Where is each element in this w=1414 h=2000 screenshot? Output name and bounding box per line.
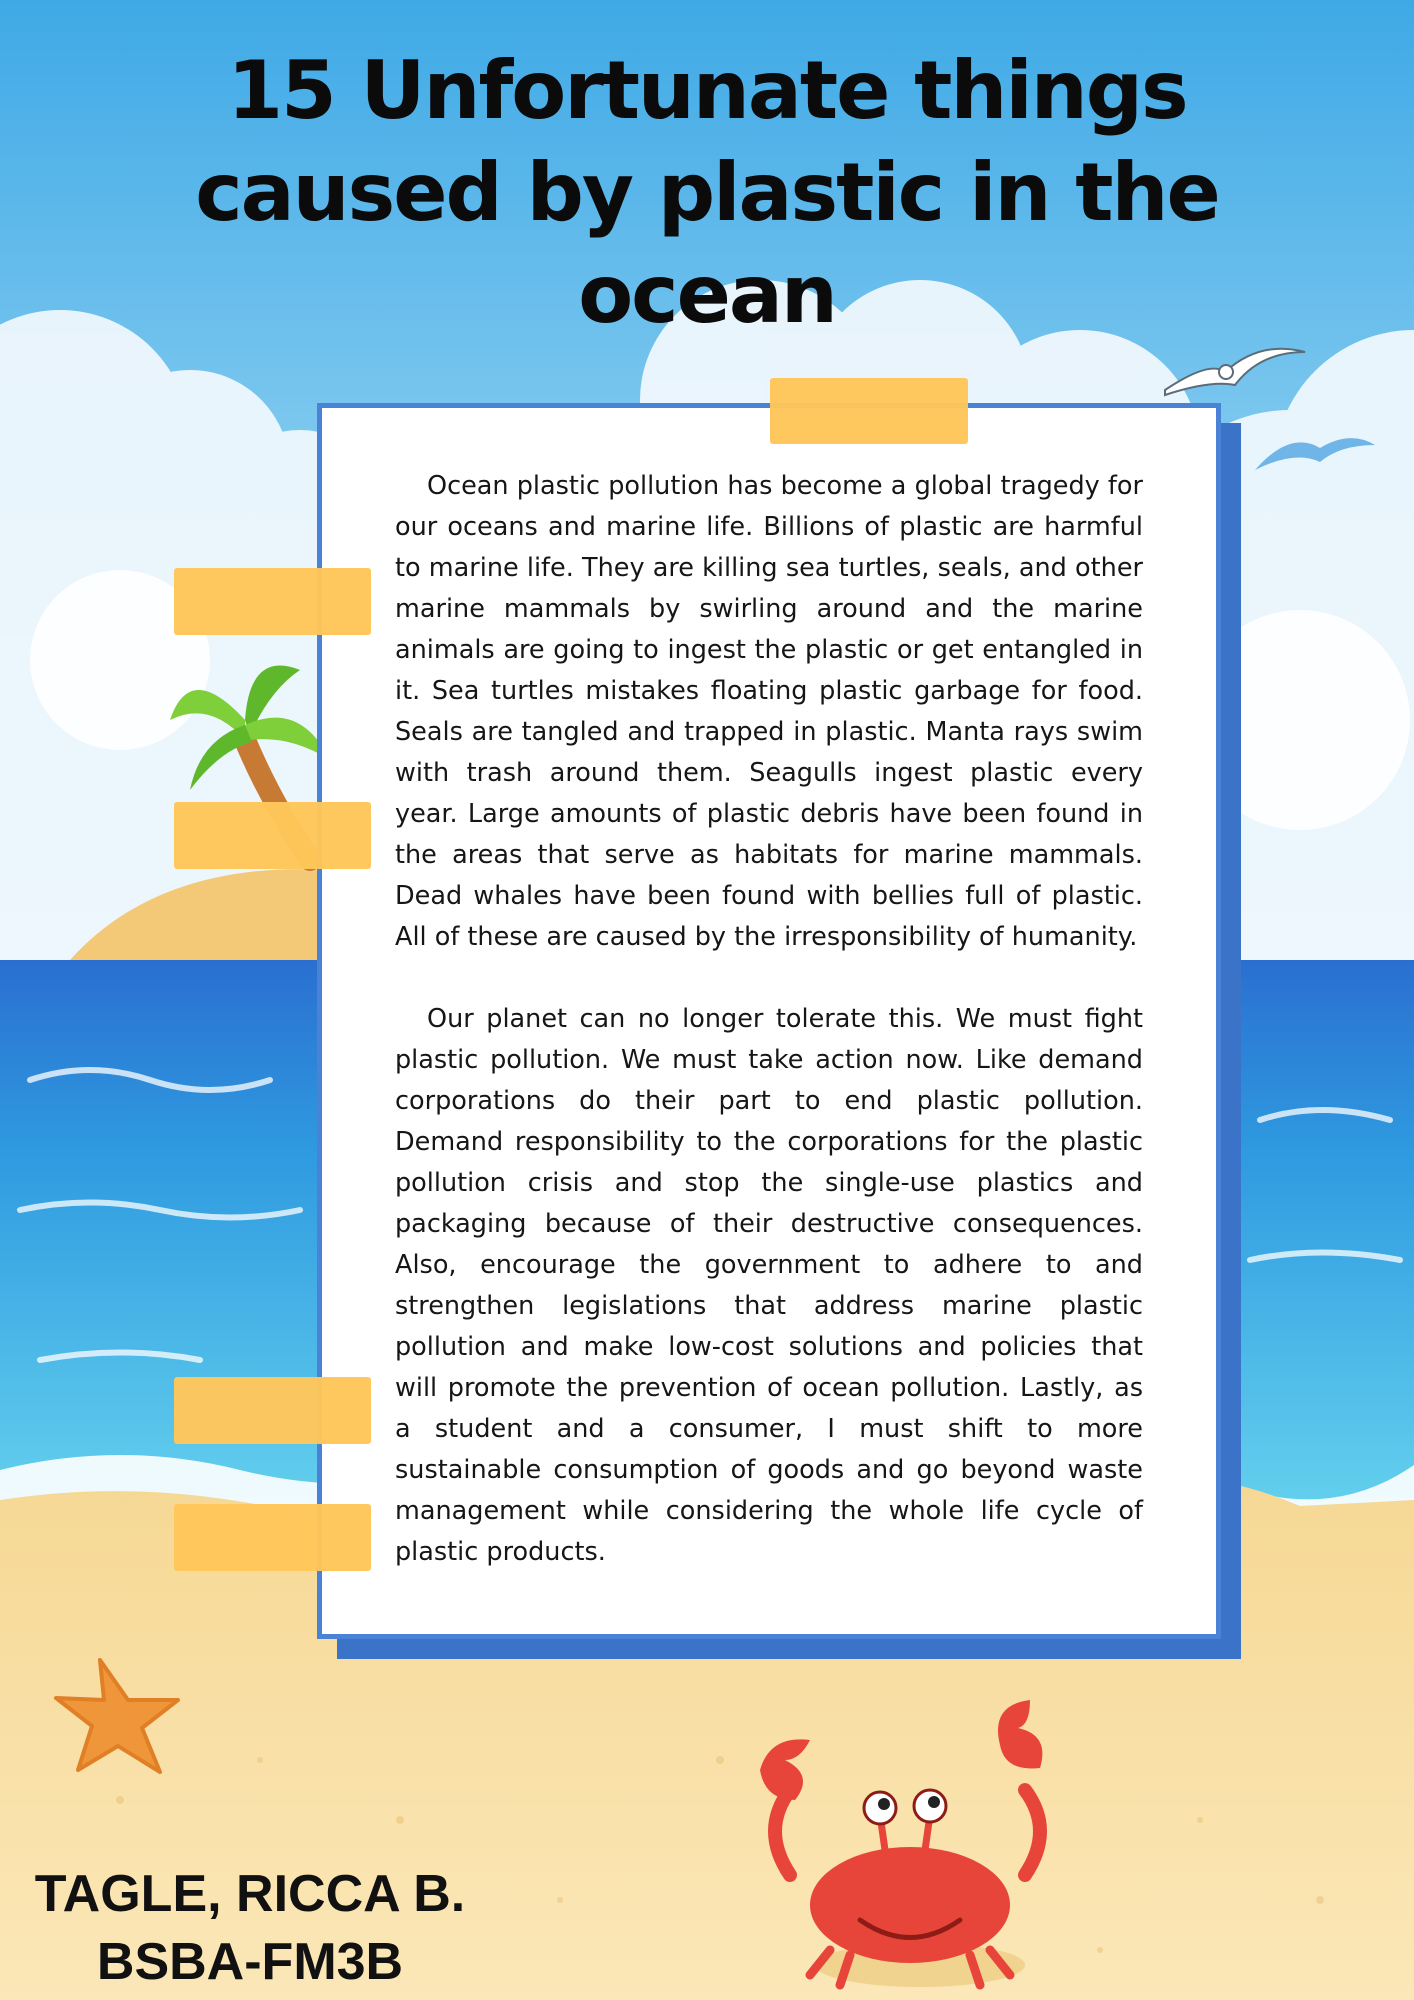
author-name: TAGLE, RICCA B. [34,1865,466,1923]
tape-top [770,378,968,444]
poster-title: 15 Unfortunate things caused by plastic in the ocean [195,44,1219,341]
tape-left-4 [174,1504,371,1571]
paragraph-2: Our planet can no longer tolerate this. We must fight plastic pollution. We must take action now. Like demand corporations do their part to end plastic pollution. Demand responsibility to the corporations for the plastic pollution crisis and stop the single-use plastics and packaging because of their destructive consequences. Also, encourage the government to adhere to and strengthen legislations that address marine plastic pollution and make low-cost solutions and policies that will promote the prevention of ocean pollution. Lastly, as a student and a consumer, I must shift to more sustainable consumption of goods and go beyond waste management while considering the whole life cycle of plastic products. [395,1004,1143,1567]
author-section: BSBA-FM3B [96,1933,404,1991]
card-body [395,466,1143,1573]
tape-left-1 [174,568,371,635]
paragraph-1: Ocean plastic pollution has become a global tragedy for our oceans and marine life. Billions of plastic are harmful to marine life. They are killing sea turtles, seals, and other marine mammals by swirling around and the marine animals are going to ingest the plastic or get entangled in it. Sea turtles mistakes floating plastic garbage for food. Seals are tangled and trapped in plastic. Manta rays swim with trash around them. Seagulls ingest plastic every year. Large amounts of plastic debris have been found in the areas that serve as habitats for marine mammals. Dead whales have been found with bellies full of plastic. All of these are caused by the irresponsibility of humanity. [395,471,1143,952]
author-block [20,1860,480,1996]
tape-left-2 [174,802,371,869]
tape-left-3 [174,1377,371,1444]
